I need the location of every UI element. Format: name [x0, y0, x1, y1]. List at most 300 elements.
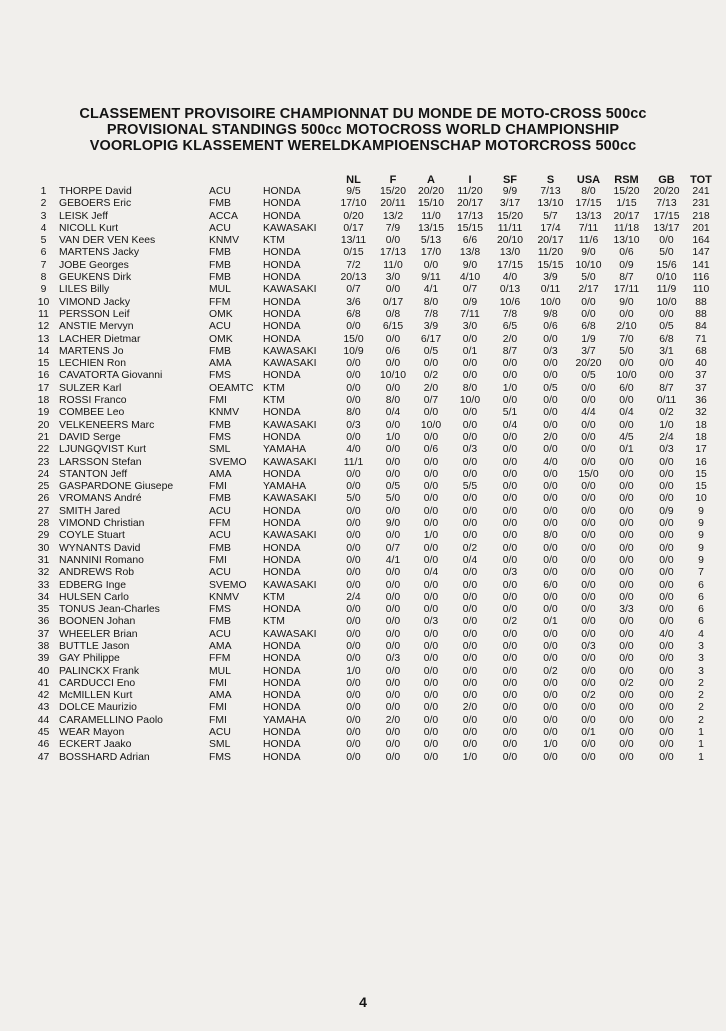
- result-cell: 6/8: [659, 333, 674, 345]
- total-points: 9: [698, 505, 704, 517]
- manufacturer: HONDA: [263, 247, 301, 259]
- result-cell: 0/0: [659, 653, 674, 665]
- rider-name: DAVID Serge: [59, 431, 121, 443]
- result-cell: 0/0: [462, 333, 478, 345]
- result-cell: 9/0: [462, 259, 478, 271]
- result-cell: 0/0: [619, 518, 634, 530]
- result-cell: 0/0: [423, 640, 439, 652]
- table-row: [33, 739, 716, 751]
- title-english: PROVISIONAL STANDINGS 500cc MOTOCROSS WORLD CHAMPIONSHIP: [106, 122, 620, 138]
- result-cell: 0/0: [423, 481, 439, 493]
- total-points: 6: [698, 616, 704, 628]
- result-cell: 5/0: [385, 493, 401, 505]
- result-cell: 0/7: [385, 542, 401, 554]
- position: 41: [37, 677, 50, 689]
- result-cell: 0/0: [502, 395, 518, 407]
- result-cell: 8/7: [619, 272, 634, 284]
- result-cell: 0/0: [423, 727, 439, 739]
- table-row: [33, 395, 716, 407]
- result-cell: 2/0: [385, 714, 401, 726]
- result-cell: 0/4: [423, 567, 439, 579]
- result-cell: 0/0: [619, 456, 634, 468]
- table-row: [33, 370, 716, 382]
- position: 30: [37, 542, 50, 554]
- rider-name: VELKENEERS Marc: [59, 419, 155, 431]
- result-cell: 4/0: [543, 456, 558, 468]
- federation: FMS: [209, 431, 231, 443]
- result-cell: 0/0: [385, 444, 401, 456]
- result-cell: 0/0: [462, 591, 478, 603]
- result-cell: 7/9: [385, 222, 401, 234]
- position: 2: [40, 198, 47, 210]
- result-cell: 0/0: [619, 714, 634, 726]
- rider-name: GEUKENS Dirk: [59, 272, 132, 284]
- result-cell: 10/0: [540, 296, 561, 308]
- result-cell: 0/2: [619, 677, 634, 689]
- table-row: [33, 506, 716, 518]
- total-points: 3: [698, 640, 704, 652]
- manufacturer: HONDA: [263, 321, 301, 333]
- position: 17: [37, 382, 50, 394]
- result-cell: 0/0: [385, 579, 401, 591]
- manufacturer: KTM: [263, 591, 285, 603]
- total-points: 147: [692, 247, 710, 259]
- position: 47: [37, 751, 50, 763]
- result-cell: 7/0: [619, 333, 634, 345]
- result-cell: 3/1: [659, 345, 674, 357]
- result-cell: 11/18: [613, 222, 640, 234]
- manufacturer: HONDA: [263, 554, 301, 566]
- result-cell: 0/0: [385, 468, 401, 480]
- result-cell: 8/0: [462, 382, 478, 394]
- result-cell: 0/0: [581, 518, 596, 530]
- result-cell: 1/0: [423, 530, 439, 542]
- result-cell: 20/11: [380, 198, 406, 210]
- result-cell: 0/2: [502, 616, 518, 628]
- result-cell: 0/0: [462, 518, 478, 530]
- result-cell: 0/0: [385, 640, 401, 652]
- table-row: [33, 272, 716, 284]
- rider-name: BUTTLE Jason: [59, 640, 130, 652]
- table-row: [33, 580, 716, 592]
- federation: KNMV: [209, 235, 240, 247]
- manufacturer: HONDA: [263, 542, 301, 554]
- result-cell: 0/0: [543, 468, 558, 480]
- result-cell: 0/0: [462, 431, 478, 443]
- rider-name: ROSSI Franco: [59, 395, 127, 407]
- manufacturer: HONDA: [263, 370, 301, 382]
- manufacturer: HONDA: [263, 308, 301, 320]
- result-cell: 0/0: [346, 518, 361, 530]
- result-cell: 0/0: [385, 358, 401, 370]
- result-cell: 0/0: [462, 419, 478, 431]
- standings-body: [33, 186, 716, 764]
- result-cell: 17/13: [379, 247, 406, 259]
- result-cell: 0/3: [543, 345, 558, 357]
- result-cell: 0/0: [543, 554, 558, 566]
- result-cell: 0/0: [502, 677, 518, 689]
- result-cell: 4/0: [659, 628, 674, 640]
- total-points: 3: [698, 653, 704, 665]
- result-cell: 0/0: [423, 493, 439, 505]
- result-cell: 0/0: [619, 579, 634, 591]
- result-cell: 0/0: [346, 677, 361, 689]
- result-cell: 0/0: [346, 751, 361, 763]
- result-cell: 0/3: [581, 640, 596, 652]
- result-cell: 20/13: [340, 272, 367, 284]
- result-cell: 7/2: [346, 259, 361, 271]
- result-cell: 0/0: [543, 653, 558, 665]
- result-cell: 0/3: [462, 444, 478, 456]
- federation: ACU: [209, 530, 231, 542]
- result-cell: 0/0: [619, 591, 634, 603]
- result-cell: 20/17: [456, 198, 483, 210]
- federation: AMA: [209, 690, 232, 702]
- manufacturer: HONDA: [263, 210, 301, 222]
- result-cell: 0/0: [462, 370, 478, 382]
- result-cell: 0/0: [619, 739, 634, 751]
- result-cell: 0/0: [423, 628, 439, 640]
- federation: FMB: [209, 247, 231, 259]
- manufacturer: HONDA: [263, 468, 301, 480]
- result-cell: 0/0: [502, 358, 518, 370]
- result-cell: 15/6: [656, 259, 677, 271]
- result-cell: 11/20: [537, 247, 564, 259]
- table-row: [33, 260, 716, 272]
- result-cell: 0/0: [543, 702, 558, 714]
- total-points: 40: [695, 358, 707, 370]
- result-cell: 15/20: [496, 210, 523, 222]
- result-cell: 0/0: [385, 727, 401, 739]
- result-cell: 0/0: [385, 567, 401, 579]
- rider-name: McMILLEN Kurt: [59, 690, 133, 702]
- result-cell: 1/0: [385, 431, 401, 443]
- result-cell: 0/0: [462, 456, 478, 468]
- result-cell: 0/13: [499, 284, 521, 296]
- total-points: 10: [695, 493, 707, 505]
- result-cell: 11/20: [457, 186, 483, 197]
- result-cell: 0/0: [462, 677, 478, 689]
- manufacturer: HONDA: [263, 431, 301, 443]
- rider-name: PALINCKX Frank: [59, 665, 140, 677]
- total-points: 15: [695, 468, 707, 480]
- result-cell: 0/0: [462, 358, 478, 370]
- result-cell: 0/0: [619, 690, 634, 702]
- total-points: 6: [698, 591, 704, 603]
- rider-name: ECKERT Jaako: [59, 739, 132, 751]
- rider-name: COMBEE Leo: [59, 407, 125, 419]
- result-cell: 0/2: [543, 665, 558, 677]
- manufacturer: HONDA: [263, 272, 301, 284]
- rider-name: SULZER Karl: [59, 382, 122, 394]
- result-cell: 13/0: [499, 247, 521, 259]
- result-cell: 0/0: [543, 542, 558, 554]
- table-row: [33, 334, 716, 346]
- federation: FMB: [209, 419, 231, 431]
- result-cell: 0/0: [502, 579, 518, 591]
- result-cell: 0/0: [659, 727, 674, 739]
- total-points: 88: [695, 296, 707, 308]
- result-cell: 0/0: [581, 493, 596, 505]
- result-cell: 0/0: [423, 604, 439, 616]
- table-row: [33, 690, 716, 702]
- table-row: [33, 469, 716, 481]
- rider-name: WYNANTS David: [59, 542, 141, 554]
- rider-name: LJUNGQVIST Kurt: [59, 444, 146, 456]
- table-row: [33, 702, 716, 714]
- position: 36: [37, 616, 50, 628]
- result-cell: 0/0: [346, 579, 361, 591]
- result-cell: 0/0: [659, 468, 674, 480]
- federation: ACU: [209, 727, 231, 739]
- result-cell: 0/0: [462, 493, 478, 505]
- result-cell: 1/15: [616, 198, 637, 210]
- position: 28: [37, 518, 50, 530]
- result-cell: 0/0: [619, 468, 634, 480]
- column-header: SF: [502, 173, 518, 186]
- result-cell: 0/0: [543, 640, 558, 652]
- position: 7: [40, 259, 47, 271]
- federation: FMI: [209, 677, 227, 689]
- result-cell: 0/0: [346, 628, 361, 640]
- result-cell: 10/0: [459, 395, 481, 407]
- result-cell: 0/0: [346, 727, 361, 739]
- result-cell: 0/0: [543, 407, 558, 419]
- result-cell: 0/5: [543, 382, 558, 394]
- rider-name: VROMANS André: [59, 493, 142, 505]
- result-cell: 9/8: [543, 308, 558, 320]
- result-cell: 0/0: [346, 653, 361, 665]
- table-row: [33, 481, 716, 493]
- rider-name: GEBOERS Eric: [59, 198, 132, 210]
- rider-name: DOLCE Maurizio: [59, 702, 137, 714]
- rider-name: VIMOND Christian: [59, 518, 145, 530]
- result-cell: 0/20: [343, 210, 364, 222]
- table-row: [33, 567, 716, 579]
- manufacturer: HONDA: [263, 407, 301, 419]
- position: 33: [37, 579, 50, 591]
- result-cell: 6/15: [382, 321, 404, 333]
- result-cell: 0/8: [385, 308, 401, 320]
- result-cell: 0/17: [382, 296, 404, 308]
- position: 40: [37, 665, 50, 677]
- result-cell: 6/17: [420, 333, 442, 345]
- result-cell: 0/1: [543, 616, 558, 628]
- total-points: 110: [692, 284, 710, 296]
- result-cell: 0/0: [502, 640, 518, 652]
- result-cell: 6/0: [619, 382, 634, 394]
- result-cell: 0/0: [543, 677, 558, 689]
- result-cell: 0/0: [659, 530, 674, 542]
- result-cell: 0/0: [385, 751, 401, 763]
- result-cell: 17/11: [613, 284, 640, 296]
- total-points: 6: [698, 579, 704, 591]
- table-row: [33, 247, 716, 259]
- result-cell: 3/3: [619, 604, 634, 616]
- manufacturer: HONDA: [263, 739, 301, 751]
- position: 46: [37, 739, 50, 751]
- federation: FMI: [209, 714, 227, 726]
- position: 21: [37, 431, 50, 443]
- result-cell: 0/0: [659, 370, 674, 382]
- manufacturer: KAWASAKI: [263, 284, 317, 296]
- federation: FMS: [209, 370, 231, 382]
- table-row: [33, 752, 716, 764]
- total-points: 88: [695, 308, 707, 320]
- result-cell: 0/0: [423, 591, 439, 603]
- result-cell: 2/4: [346, 591, 361, 603]
- manufacturer: KAWASAKI: [263, 222, 317, 234]
- result-cell: 3/9: [543, 272, 558, 284]
- table-row: [33, 198, 716, 210]
- result-cell: 0/0: [581, 419, 596, 431]
- result-cell: 0/0: [385, 419, 401, 431]
- result-cell: 0/2: [423, 370, 439, 382]
- position: 34: [37, 591, 50, 603]
- result-cell: 6/0: [543, 579, 558, 591]
- result-cell: 0/0: [502, 542, 518, 554]
- result-cell: 0/0: [502, 505, 518, 517]
- result-cell: 7/8: [423, 308, 439, 320]
- rider-name: GASPARDONE Giusepe: [59, 481, 174, 493]
- result-cell: 0/0: [502, 518, 518, 530]
- table-row: [33, 297, 716, 309]
- result-cell: 0/0: [385, 235, 401, 247]
- total-points: 16: [695, 456, 707, 468]
- manufacturer: HONDA: [263, 665, 301, 677]
- result-cell: 0/0: [502, 456, 518, 468]
- result-cell: 0/0: [385, 456, 401, 468]
- federation: ACU: [209, 186, 231, 197]
- result-cell: 0/0: [619, 702, 634, 714]
- result-cell: 0/0: [346, 554, 361, 566]
- result-cell: 0/5: [581, 370, 596, 382]
- result-cell: 0/0: [581, 554, 596, 566]
- federation: FMI: [209, 554, 227, 566]
- federation: ACU: [209, 628, 231, 640]
- result-cell: 0/0: [543, 591, 558, 603]
- result-cell: 0/0: [423, 456, 439, 468]
- table-row: [33, 223, 716, 235]
- result-cell: 5/0: [659, 247, 674, 259]
- result-cell: 0/0: [659, 665, 674, 677]
- result-cell: 0/4: [462, 554, 478, 566]
- manufacturer: HONDA: [263, 505, 301, 517]
- result-cell: 0/0: [543, 518, 558, 530]
- position: 12: [37, 321, 50, 333]
- rider-name: MARTENS Jo: [59, 345, 124, 357]
- result-cell: 0/0: [346, 382, 361, 394]
- total-points: 15: [695, 481, 707, 493]
- federation: OEAMTC: [209, 382, 254, 394]
- column-header: TOT: [690, 173, 712, 186]
- result-cell: 0/0: [659, 358, 674, 370]
- result-cell: 17/4: [540, 222, 561, 234]
- result-cell: 0/0: [502, 493, 518, 505]
- federation: MUL: [209, 284, 231, 296]
- result-cell: 2/0: [423, 382, 439, 394]
- result-cell: 5/0: [581, 272, 596, 284]
- title-dutch: VOORLOPIG KLASSEMENT WERELDKAMPIOENSCHAP MOTORCROSS 500cc: [89, 138, 637, 154]
- result-cell: 13/13: [575, 210, 602, 222]
- result-cell: 5/0: [346, 493, 361, 505]
- rider-name: HULSEN Carlo: [59, 591, 129, 603]
- column-header: F: [389, 173, 397, 186]
- manufacturer: HONDA: [263, 259, 301, 271]
- table-row: [33, 727, 716, 739]
- result-cell: 1/0: [502, 382, 518, 394]
- result-cell: 0/0: [462, 640, 478, 652]
- result-cell: 0/3: [502, 567, 518, 579]
- position: 38: [37, 640, 50, 652]
- manufacturer: KAWASAKI: [263, 530, 317, 542]
- rider-name: LACHER Dietmar: [59, 333, 141, 345]
- rider-name: STANTON Jeff: [59, 468, 128, 480]
- result-cell: 3/6: [346, 296, 361, 308]
- result-cell: 13/2: [382, 210, 404, 222]
- rider-name: CAVATORTA Giovanni: [59, 370, 163, 382]
- result-cell: 0/3: [346, 419, 361, 431]
- result-cell: 0/0: [423, 739, 439, 751]
- position: 27: [37, 505, 50, 517]
- rider-name: SMITH Jared: [59, 505, 121, 517]
- manufacturer: HONDA: [263, 333, 301, 345]
- result-cell: 11/11: [497, 222, 523, 234]
- position: 5: [40, 235, 47, 247]
- position: 45: [37, 727, 50, 739]
- result-cell: 11/0: [421, 210, 441, 222]
- result-cell: 0/0: [619, 358, 634, 370]
- result-cell: 2/10: [616, 321, 637, 333]
- result-cell: 4/0: [502, 272, 518, 284]
- result-cell: 7/13: [540, 186, 561, 197]
- federation: FMB: [209, 198, 231, 210]
- result-cell: 0/0: [659, 456, 674, 468]
- result-cell: 10/9: [343, 345, 364, 357]
- table-row: [33, 641, 716, 653]
- rider-name: WEAR Mayon: [59, 727, 125, 739]
- result-cell: 0/0: [502, 714, 518, 726]
- table-row: [33, 518, 716, 530]
- result-cell: 0/0: [423, 714, 439, 726]
- result-cell: 20/17: [537, 235, 564, 247]
- result-cell: 11/0: [383, 259, 403, 271]
- result-cell: 15/15: [456, 222, 483, 234]
- manufacturer: KTM: [263, 235, 285, 247]
- result-cell: 0/0: [346, 640, 361, 652]
- result-cell: 0/0: [581, 505, 596, 517]
- result-cell: 8/0: [423, 296, 439, 308]
- result-cell: 6/6: [462, 235, 478, 247]
- result-cell: 20/17: [613, 210, 640, 222]
- federation: ACU: [209, 567, 231, 579]
- result-cell: 0/0: [619, 308, 634, 320]
- federation: FMI: [209, 395, 227, 407]
- result-cell: 0/0: [543, 567, 558, 579]
- result-cell: 0/0: [619, 616, 634, 628]
- manufacturer: KAWASAKI: [263, 493, 317, 505]
- result-cell: 0/1: [462, 345, 478, 357]
- position: 4: [40, 222, 47, 234]
- result-cell: 0/0: [385, 284, 401, 296]
- result-cell: 0/0: [543, 333, 558, 345]
- result-cell: 0/0: [502, 628, 518, 640]
- result-cell: 0/0: [619, 567, 634, 579]
- result-cell: 0/0: [346, 567, 361, 579]
- result-cell: 4/0: [346, 444, 361, 456]
- table-row: [33, 543, 716, 555]
- total-points: 32: [695, 407, 707, 419]
